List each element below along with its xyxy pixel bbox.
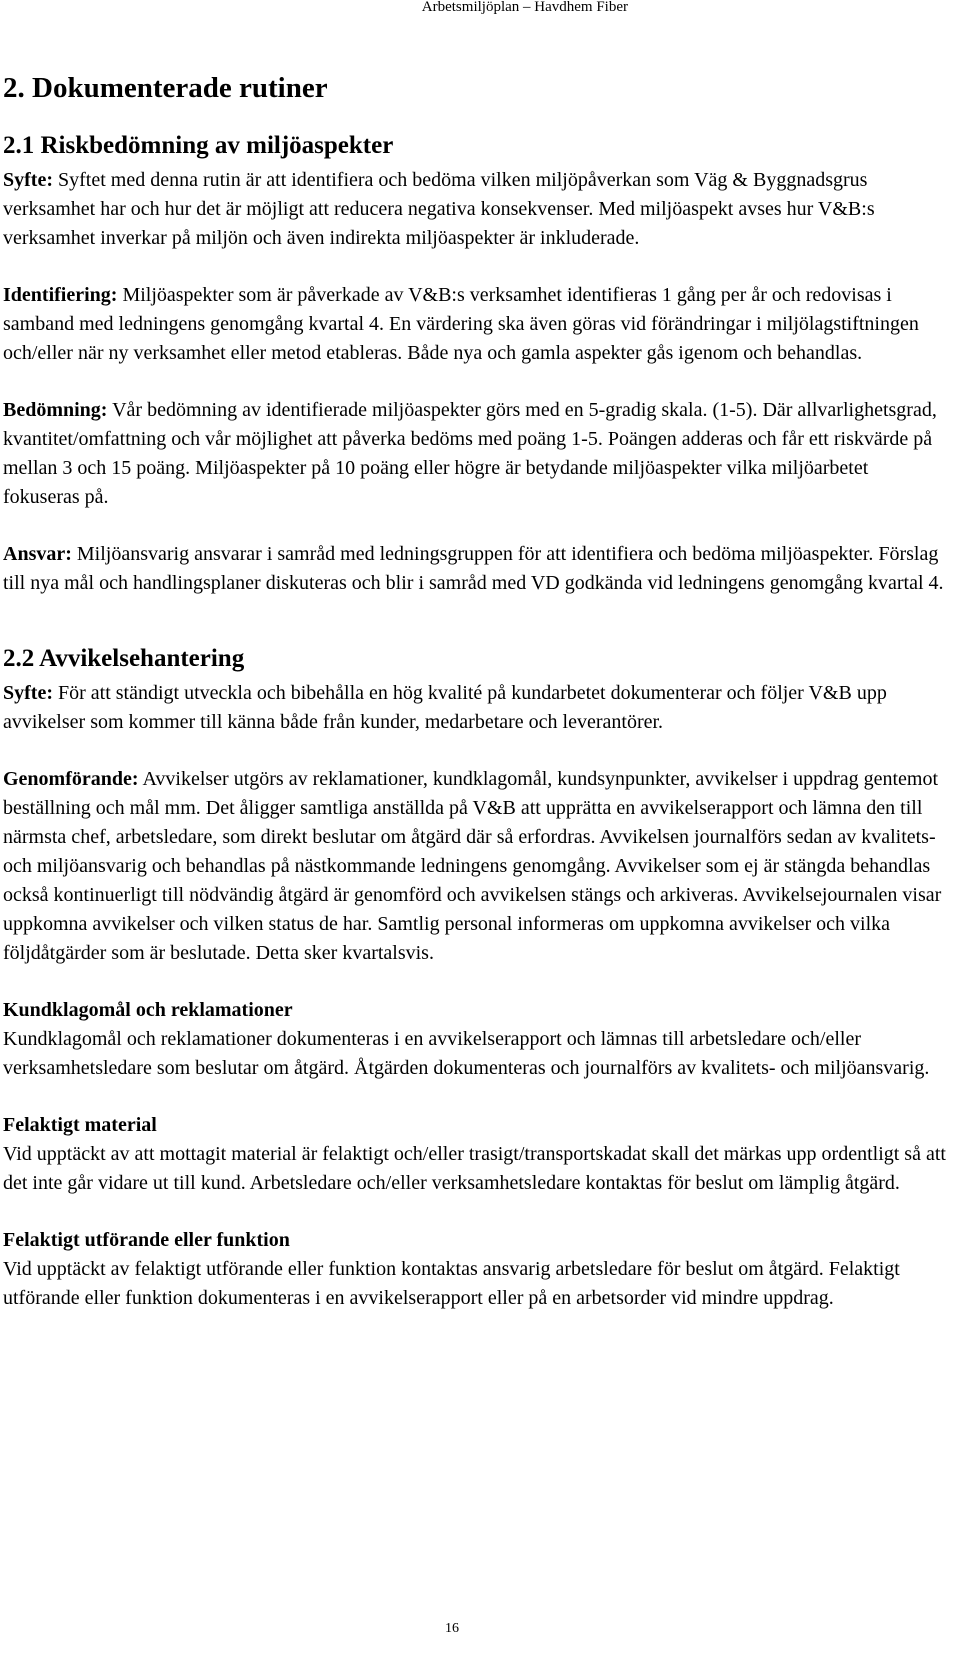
syfte-text: Syftet med denna rutin är att identifiera och bedöma vilken miljöpåverkan som Väg & Byggnadsgrus verksamhet har och hur det är möjligt att reducera negativa konsekvenser. Med miljöaspekt avses hur V&B:s verksamhet inverkar på miljön och även indirekta miljöaspekter är inkluderade. <box>3 169 875 249</box>
section-2-title: 2. Dokumenterade rutiner <box>3 72 328 104</box>
syfte-label: Syfte: <box>3 169 53 191</box>
section-2-2-title: 2.2 Avvikelsehantering <box>3 645 245 672</box>
felaktigt-material-text: Vid upptäckt av att mottagit material är felaktigt och/eller trasigt/transportskadat skall det märkas upp ordentligt så att det inte går vidare ut till kund. Arbetsledare och/eller verksamhetsledare kontaktas för beslut om lämplig åtgärd. <box>3 1143 946 1194</box>
paragraph-bedomning <box>3 396 948 512</box>
syfte-label: Syfte: <box>3 682 53 704</box>
section-2-1-title: 2.1 Riskbedömning av miljöaspekter <box>3 132 394 159</box>
running-header: Arbetsmiljöplan – Havdhem Fiber <box>421 0 628 15</box>
paragraph-syfte-2-2 <box>3 679 948 737</box>
identifiering-text: Miljöaspekter som är påverkade av V&B:s verksamhet identifieras 1 gång per år och redovisas i samband med ledningens genomgång kvartal 4. En värdering ska även göras vid förändringar i miljölagstiftningen och/eller när ny verksamhet eller metod etableras. Både nya och gamla aspekter gås igenom och behandlas. <box>3 284 919 364</box>
felaktigt-utforande-heading: Felaktigt utförande eller funktion <box>3 1229 290 1251</box>
paragraph-identifiering <box>3 281 948 368</box>
genomforande-text: Avvikelser utgörs av reklamationer, kundklagomål, kundsynpunkter, avvikelser i uppdrag gentemot beställning och mål mm. Det åligger samtliga anställda på V&B att upprätta en avvikelserapport och lämna den till närmsta chef, arbetsledare, som direkt beslutar om åtgärd där så erfordras. Avvikelsen journalförs sedan av kvalitets- och miljöansvarig och behandlas på nästkommande ledningens genomgång. Avvikelser som ej är stängda behandlas också kontinuerligt till nödvändig åtgärd är genomförd och avvikelsen stängs och arkiveras. Avvikelsejournalen visar uppkomna avvikelser och vilken status de har. Samtlig personal informeras om uppkomna avvikelser och vilka följdåtgärder som är beslutade. Detta sker kvartalsvis. <box>3 768 942 964</box>
kundklagomal-text: Kundklagomål och reklamationer dokumenteras i en avvikelserapport och lämnas till arbetsledare och/eller verksamhetsledare som beslutar om åtgärd. Åtgärden dokumenteras och journalförs av kvalitets- och miljöansvarig. <box>3 1028 930 1079</box>
kundklagomal-heading: Kundklagomål och reklamationer <box>3 999 293 1021</box>
identifiering-label: Identifiering: <box>3 284 118 306</box>
ansvar-label: Ansvar: <box>3 543 72 565</box>
syfte-text: För att ständigt utveckla och bibehålla en hög kvalité på kundarbetet dokumenterar och följer V&B upp avvikelser som kommer till känna både från kunder, medarbetare och leverantörer. <box>3 682 887 733</box>
felaktigt-utforande-text: Vid upptäckt av felaktigt utförande eller funktion kontaktas ansvarig arbetsledare för beslut om åtgärd. Felaktigt utförande eller funktion dokumenteras i en avvikelserapport eller på en arbetsorder vid mindre uppdrag. <box>3 1258 900 1309</box>
paragraph-kundklagomal <box>3 996 948 1083</box>
ansvar-text: Miljöansvarig ansvarar i samråd med ledningsgruppen för att identifiera och bedöma miljöaspekter. Förslag till nya mål och handlingsplaner diskuteras och blir i samråd med VD godkända vid ledningens genomgång kvartal 4. <box>3 543 944 594</box>
bedomning-label: Bedömning: <box>3 399 108 421</box>
paragraph-felaktigt-material <box>3 1111 948 1198</box>
genomforande-label: Genomförande: <box>3 768 139 790</box>
document-body <box>3 68 948 1313</box>
page-number: 16 <box>445 1621 459 1636</box>
paragraph-felaktigt-utforande <box>3 1226 948 1313</box>
paragraph-ansvar <box>3 540 948 598</box>
paragraph-genomforande <box>3 765 948 968</box>
felaktigt-material-heading: Felaktigt material <box>3 1114 157 1136</box>
paragraph-syfte-2-1 <box>3 166 948 253</box>
bedomning-text: Vår bedömning av identifierade miljöaspekter görs med en 5-gradig skala. (1-5). Där allvarlighetsgrad, kvantitet/omfattning och vår möjlighet att påverka bedöms med poäng 1-5. Poängen adderas och får ett riskvärde på mellan 3 och 15 poäng. Miljöaspekter på 10 poäng eller högre är betydande miljöaspekter vilka miljöarbetet fokuseras på. <box>3 399 937 508</box>
